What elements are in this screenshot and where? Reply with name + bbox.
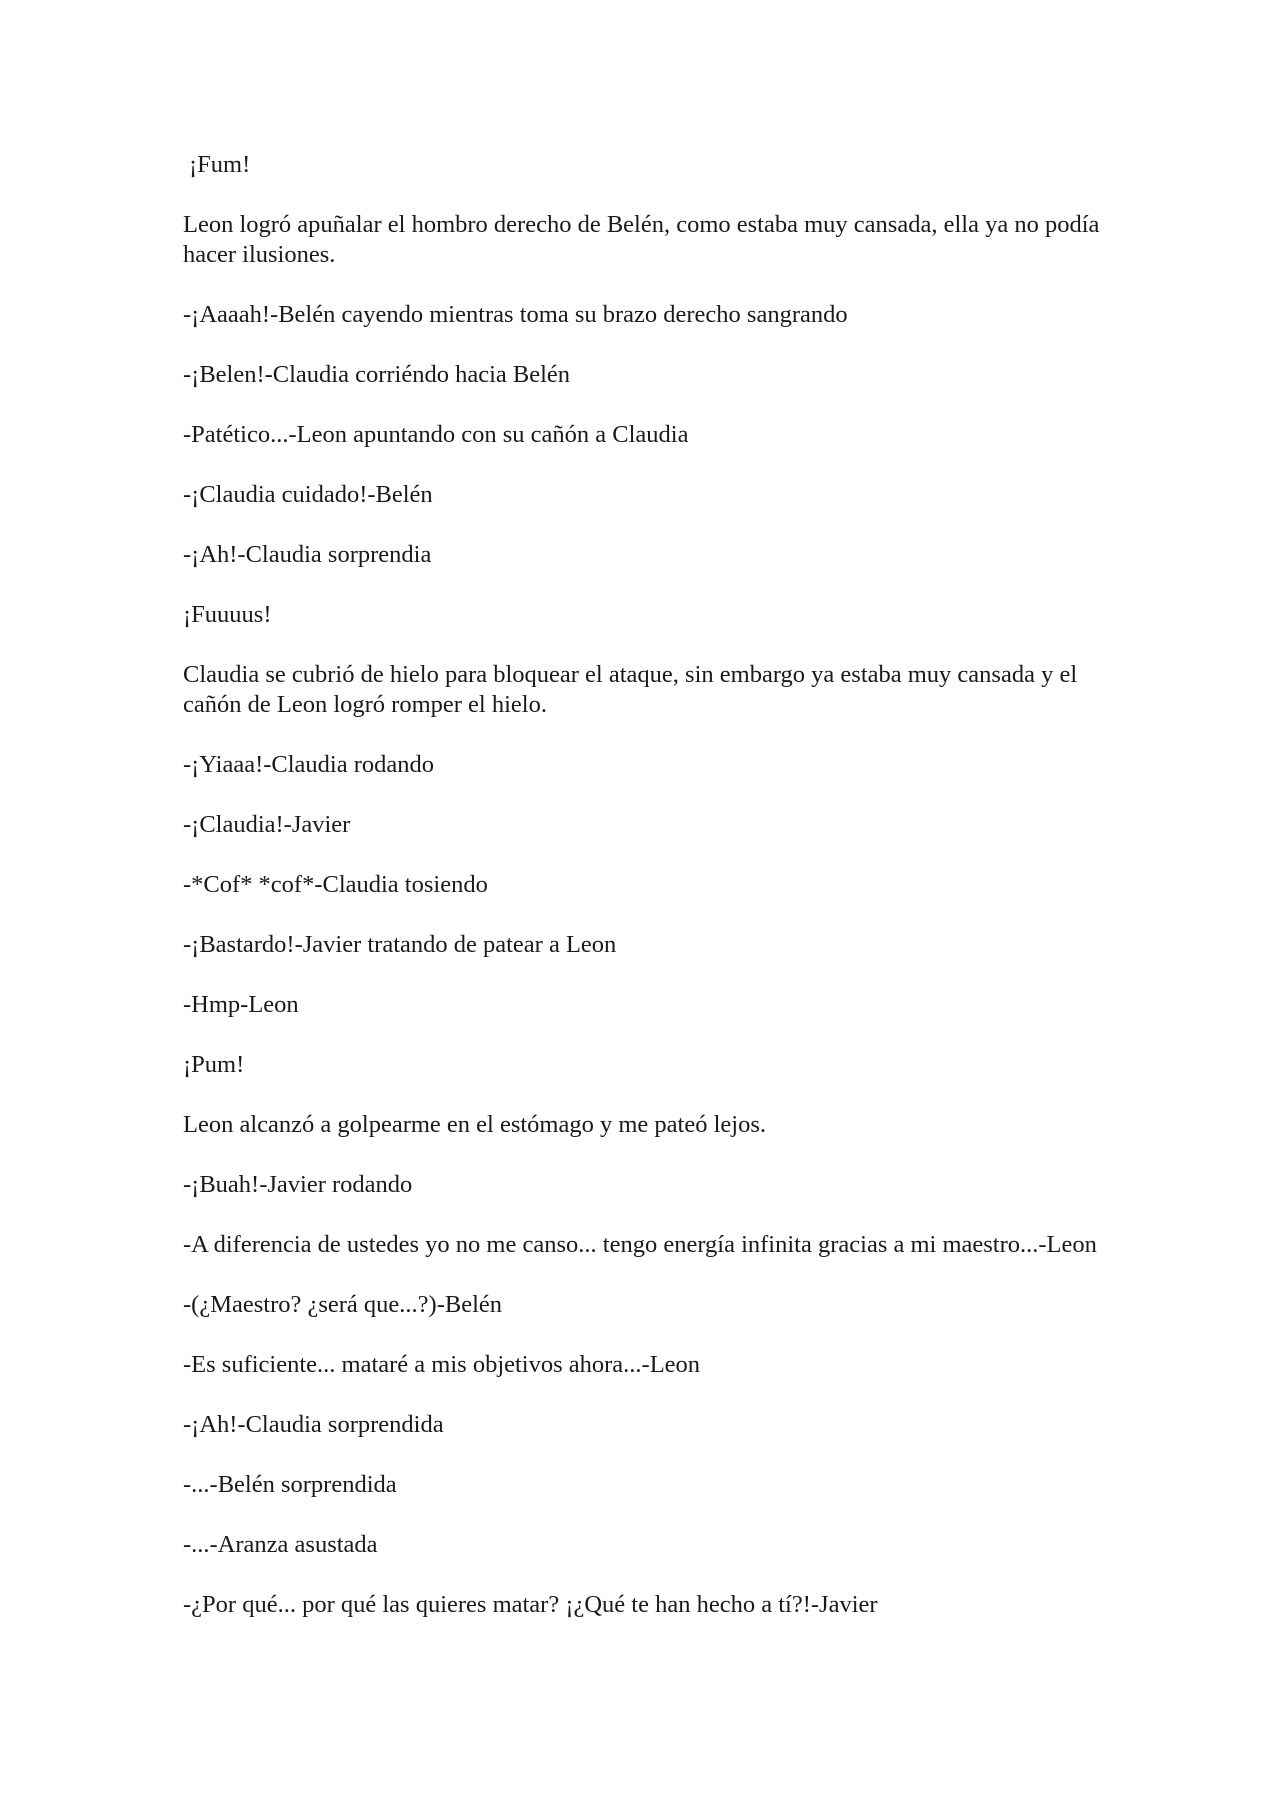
paragraph: -¡Ah!-Claudia sorprendia [183,541,432,568]
paragraph: -¡Buah!-Javier rodando [183,1171,413,1198]
paragraph: -¡Bastardo!-Javier tratando de patear a Leon [183,931,617,958]
paragraph: -*Cof* *cof*-Claudia tosiendo [183,871,488,898]
document-body [183,150,1103,1650]
paragraph: -...-Aranza asustada [183,1531,378,1558]
paragraph: ¡Pum! [183,1051,245,1078]
paragraph: Claudia se cubrió de hielo para bloquear el ataque, sin embargo ya estaba muy cansada y el cañón de Leon logró romper el hielo. [183,661,1078,718]
paragraph: Leon alcanzó a golpearme en el estómago y me pateó lejos. [183,1111,766,1138]
paragraph: -¡Ah!-Claudia sorprendida [183,1411,444,1438]
paragraph: -Patético...-Leon apuntando con su cañón a Claudia [183,421,689,448]
paragraph: -¡Claudia!-Javier [183,811,351,838]
paragraph: -A diferencia de ustedes yo no me canso... tengo energía infinita gracias a mi maestro...-Leon [183,1231,1097,1258]
paragraph: -Es suficiente... mataré a mis objetivos ahora...-Leon [183,1351,701,1378]
paragraph: -(¿Maestro? ¿será que...?)-Belén [183,1291,503,1318]
paragraph: ¡Fum! [189,151,251,178]
paragraph: Leon logró apuñalar el hombro derecho de Belén, como estaba muy cansada, ella ya no podía hacer ilusiones. [183,211,1100,268]
paragraph: -Hmp-Leon [183,991,299,1018]
paragraph: -¿Por qué... por qué las quieres matar? ¡¿Qué te han hecho a tí?!-Javier [183,1591,878,1618]
paragraph: ¡Fuuuus! [183,601,272,628]
paragraph: -¡Yiaaa!-Claudia rodando [183,751,435,778]
paragraph: -¡Belen!-Claudia corriéndo hacia Belén [183,361,571,388]
paragraph: -¡Aaaah!-Belén cayendo mientras toma su brazo derecho sangrando [183,301,848,328]
paragraph: -¡Claudia cuidado!-Belén [183,481,433,508]
paragraph: -...-Belén sorprendida [183,1471,397,1498]
